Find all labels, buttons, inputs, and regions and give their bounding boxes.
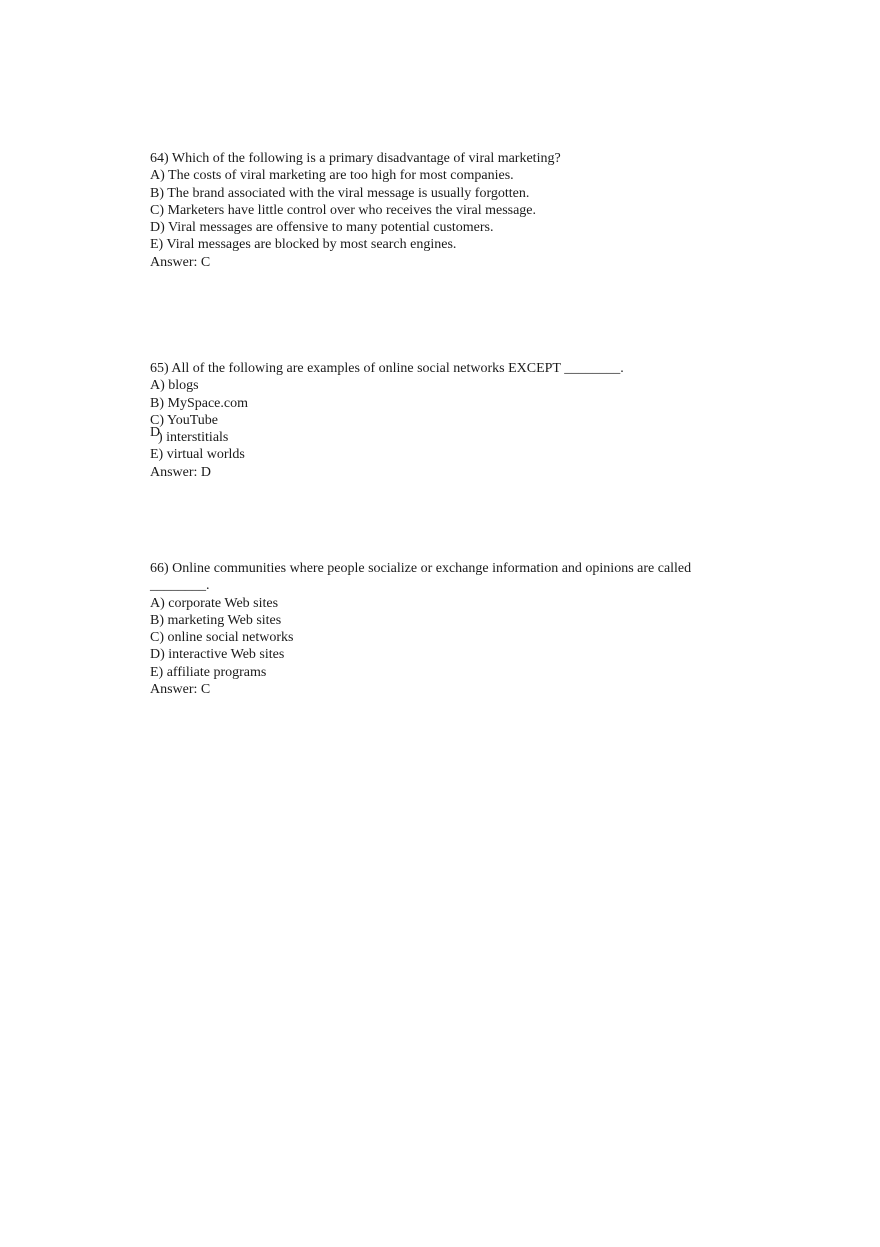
question-66	[150, 560, 750, 698]
option-d-label: D	[150, 425, 161, 441]
option-d-text: ) interstitials	[158, 430, 229, 446]
answer-key: Answer: C	[150, 682, 211, 698]
question-64	[150, 150, 750, 271]
option-b: B) marketing Web sites	[150, 612, 282, 628]
answer-key: Answer: C	[150, 254, 211, 270]
option-e: E) affiliate programs	[150, 664, 267, 680]
option-a: A) blogs	[150, 378, 199, 394]
option-a: A) The costs of viral marketing are too high for most companies.	[150, 168, 514, 184]
option-c: C) YouTube	[150, 412, 218, 428]
option-e: E) virtual worlds	[150, 447, 245, 463]
question-65	[150, 360, 750, 481]
question-stem: 66) Online communities where people socialize or exchange information and opinions are called	[150, 561, 692, 576]
question-stem: 64) Which of the following is a primary disadvantage of viral marketing?	[150, 151, 561, 166]
option-d: D) Viral messages are offensive to many potential customers.	[150, 220, 494, 236]
option-c: C) online social networks	[150, 630, 294, 646]
option-e: E) Viral messages are blocked by most search engines.	[150, 237, 457, 253]
option-d	[150, 425, 750, 446]
question-stem-blank: ________.	[150, 578, 210, 594]
option-d: D) interactive Web sites	[150, 647, 285, 663]
option-b: B) The brand associated with the viral message is usually forgotten.	[150, 185, 530, 201]
option-a: A) corporate Web sites	[150, 595, 279, 611]
question-stem: 65) All of the following are examples of online social networks EXCEPT ________.	[150, 361, 624, 376]
option-b: B) MySpace.com	[150, 395, 248, 411]
answer-key: Answer: D	[150, 464, 212, 480]
option-c: C) Marketers have little control over who receives the viral message.	[150, 202, 537, 218]
